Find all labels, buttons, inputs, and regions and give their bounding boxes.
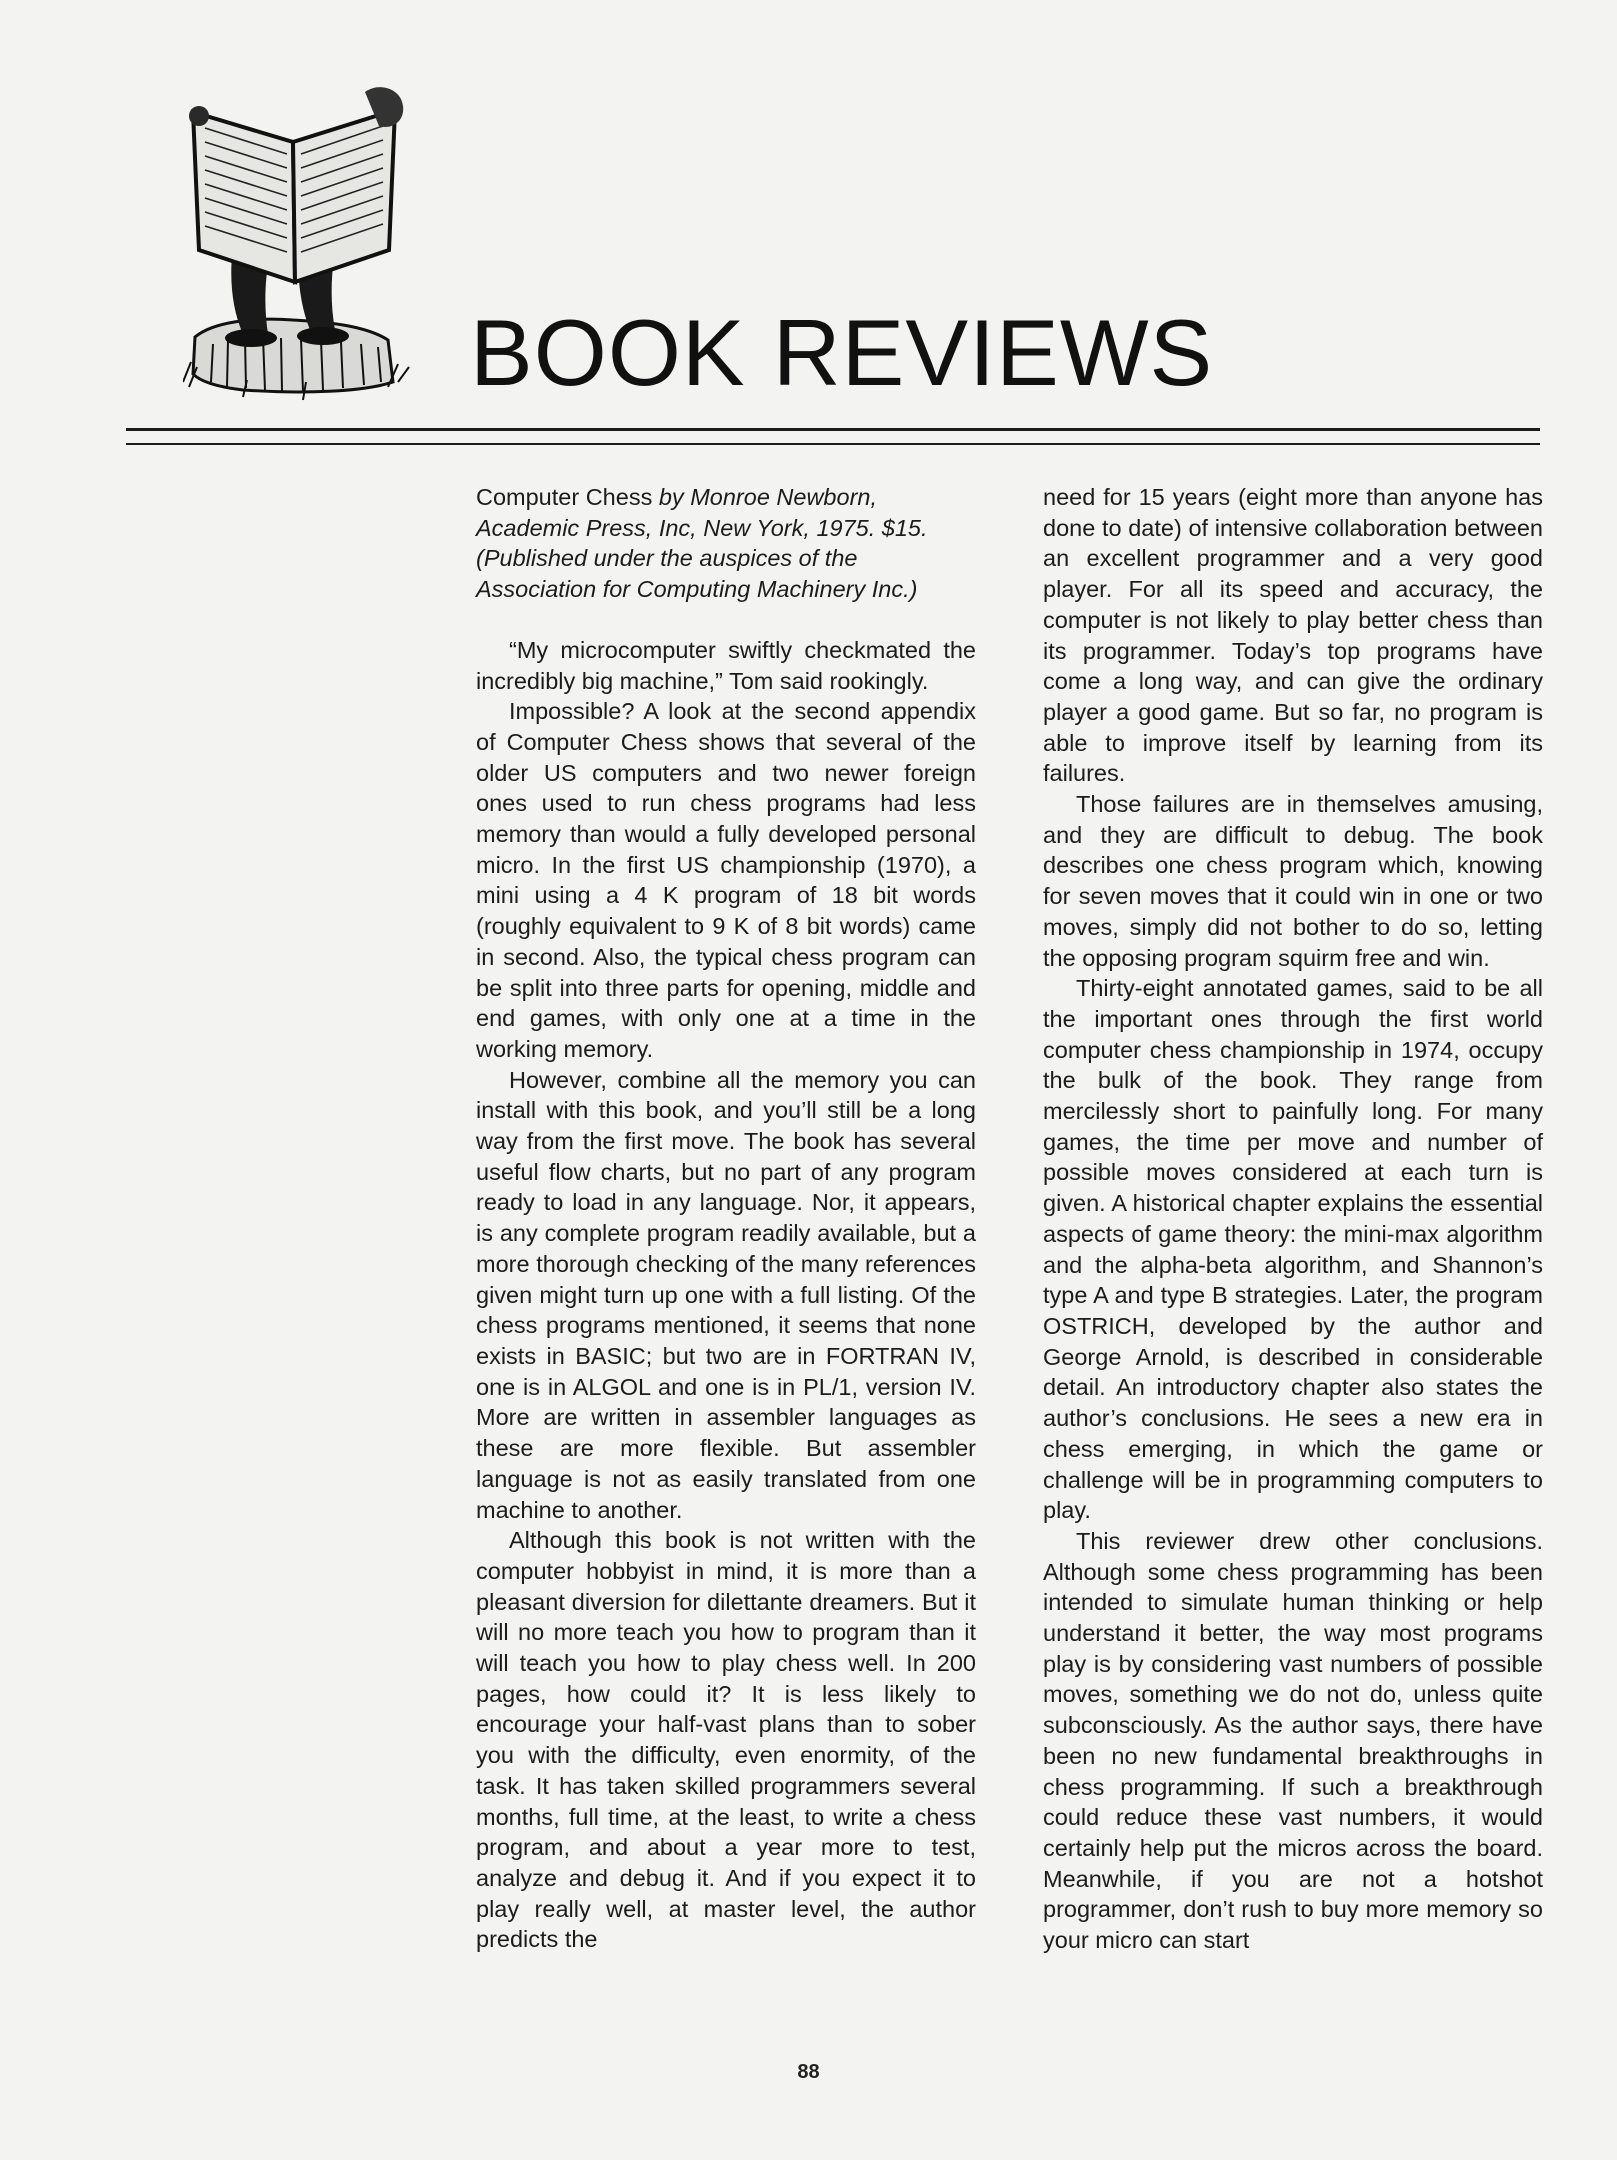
left-paragraph: Although this book is not written with the computer hobbyist in mind, it is more than a pleasant diversion for dilettante dreamers. But it will no more teach you how to program than it will teach you how to play chess well. In 200 pages, how could it? It is less likely to encourage your half-vast plans than to sober you with the difficulty, even enormity, of the task. It has taken skilled programmers several months, full time, at the least, to write a chess program, and about a year more to test, analyze and debug it. And if you expect it to play really well, at master level, the author predicts the [476, 1527, 976, 1953]
right-paragraph: Those failures are in themselves amusing, and they are difficult to debug. The book describes one chess program which, knowing for seven moves that it could win in one or two moves, simply did not bother to do so, letting the opposing program squirm free and win. [1043, 791, 1543, 971]
page-title: BOOK REVIEWS [470, 300, 1214, 405]
right-paragraph: need for 15 years (eight more than anyone has done to date) of intensive collaboration between an excellent programmer and a very good player. For all its speed and accuracy, the computer is not likely to play better chess than its programmer. Today’s top programs have come a long way, and can give the ordinary player a good game. But so far, no program is able to improve itself by learning from its failures. [1043, 484, 1543, 787]
book-title: Computer Chess [476, 484, 653, 510]
left-paragraph: “My microcomputer swiftly checkmated the incredibly big machine,” Tom said rookingly. [476, 636, 976, 694]
review-byline [476, 482, 976, 605]
page-number: 88 [797, 2061, 820, 2083]
right-paragraph: Thirty-eight annotated games, said to be all the important ones through the first world computer chess championship in 1974, occupy the bulk of the book. They range from mercilessly short to painfully long. For many games, the time per move and number of possible moves considered at each turn is given. A historical chapter explains the essential aspects of game theory: the mini-max algorithm and the alpha-beta algorithm, and Shannon’s type A and type B strategies. Later, the program OSTRICH, developed by the author and George Arnold, is described in considerable detail. An introductory chapter also states the author’s conclusions. He sees a new era in chess emerging, in which the game or challenge will be in programming computers to play. [1043, 975, 1543, 1524]
right-paragraph: This reviewer drew other conclusions. Although some chess programming has been intended to simulate human thinking or help understand it better, the way most programs play is by considering vast numbers of possible moves, something we do not do, unless quite subconsciously. As the author says, there have been no new fundamental breakthroughs in chess programming. If such a breakthrough could reduce these vast numbers, it would certainly help put the micros across the board. Meanwhile, if you are not a hotshot programmer, don’t rush to buy more memory so your micro can start [1043, 1527, 1543, 1954]
left-paragraph: However, combine all the memory you can install with this book, and you’ll still be a long way from the first move. The book has several useful flow charts, but no part of any program ready to load in any language. Nor, it appears, is any complete program readily available, but a more thorough checking of the many references given might turn up one with a full listing. Of the chess programs mentioned, it seems that none exists in BASIC; but two are in FORTRAN IV, one is in ALGOL and one is in PL/1, version IV. More are written in assembler languages as these are more flexible. But assembler language is not as easily translated from one machine to another. [476, 1066, 976, 1523]
book-publication-info: by Monroe Newborn, Academic Press, Inc, New York, 1975. $15. (Published under the auspices of the Association for Computing Machinery Inc.) [476, 484, 928, 603]
left-paragraph: Impossible? A look at the second appendix of Computer Chess shows that several of the older US computers and two newer foreign ones used to run chess programs had less memory than would a fully developed personal micro. In the first US championship (1970), a mini using a 4 K program of 18 bit words (roughly equivalent to 9 K of 8 bit words) came in second. Also, the typical chess program can be split into three parts for opening, middle and end games, with only one at a time in the working memory. [476, 698, 976, 1062]
left-column [476, 482, 976, 1955]
header-rule-bottom [126, 443, 1540, 445]
reader-with-book-icon [183, 82, 413, 407]
header-rule-top [126, 428, 1540, 431]
right-column [1043, 482, 1543, 1956]
